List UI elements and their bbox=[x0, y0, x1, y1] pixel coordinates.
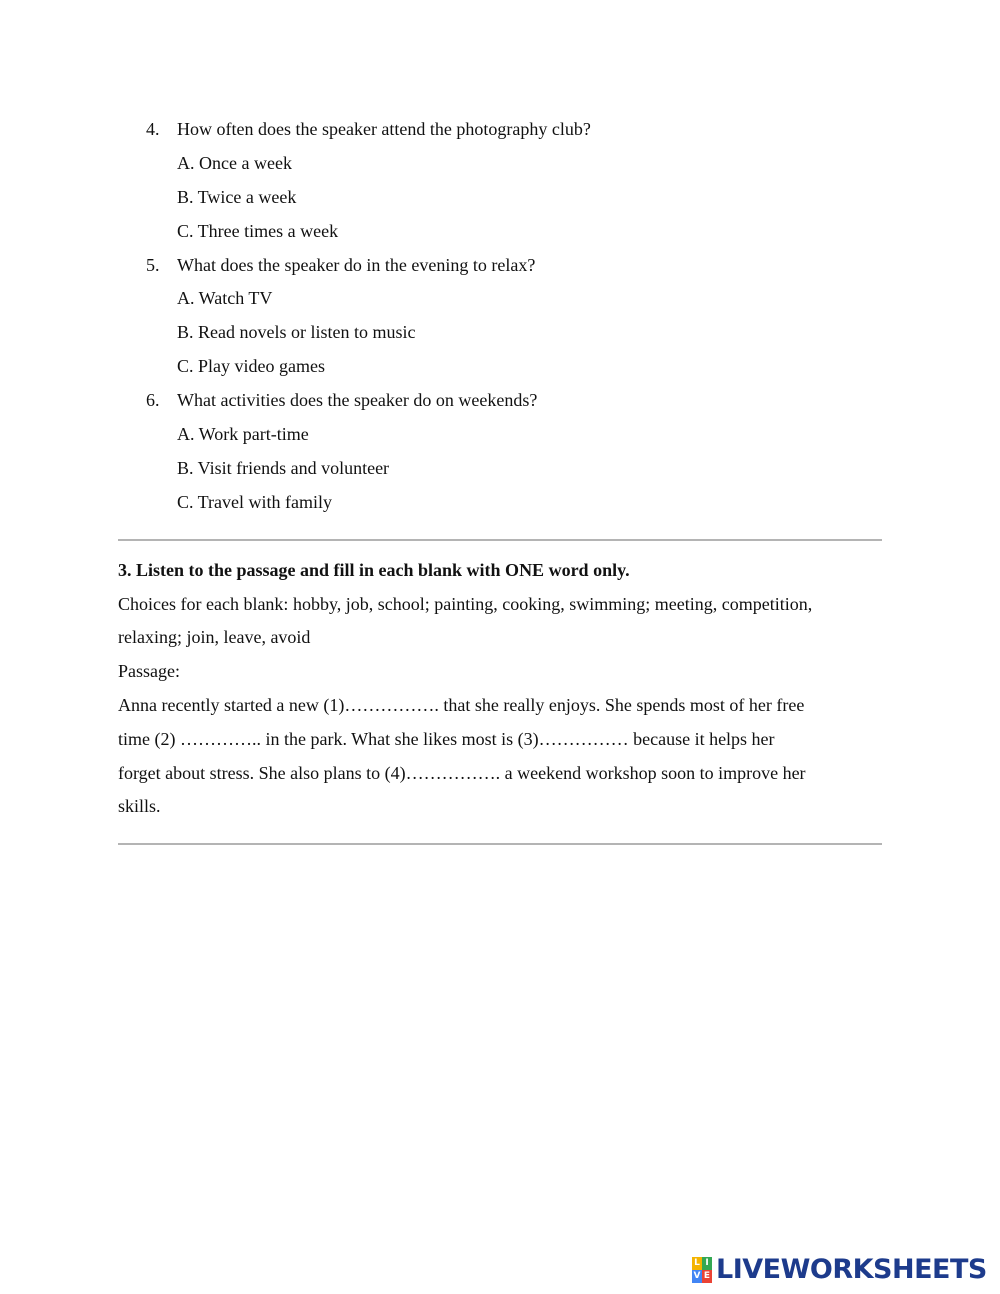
question-number: 4. bbox=[146, 119, 160, 139]
question-text: What activities does the speaker do on weekends? bbox=[177, 390, 538, 410]
option-c[interactable]: C. Travel with family bbox=[177, 492, 333, 512]
question-number: 6. bbox=[146, 390, 160, 410]
choices-line-1: Choices for each blank: hobby, job, school; painting, cooking, swimming; meeting, competition, bbox=[118, 594, 813, 614]
option-c[interactable]: C. Three times a week bbox=[177, 221, 339, 241]
question-number: 5. bbox=[146, 255, 160, 275]
liveworksheets-logo[interactable] bbox=[692, 1255, 987, 1285]
logo-mark-tile: I bbox=[702, 1257, 712, 1270]
logo-mark-tile: L bbox=[692, 1257, 702, 1270]
option-a[interactable]: A. Work part-time bbox=[177, 424, 309, 444]
option-c[interactable]: C. Play video games bbox=[177, 356, 325, 376]
divider bbox=[118, 843, 882, 845]
passage-line-2: time (2) ………….. in the park. What she likes most is (3)…………… because it helps her bbox=[118, 729, 775, 749]
option-a[interactable]: A. Once a week bbox=[177, 153, 292, 173]
logo-mark-icon bbox=[692, 1257, 712, 1283]
divider bbox=[118, 539, 882, 541]
passage-line-4: skills. bbox=[118, 796, 161, 816]
section-heading: 3. Listen to the passage and fill in each blank with ONE word only. bbox=[118, 560, 630, 580]
choices-line-2: relaxing; join, leave, avoid bbox=[118, 627, 311, 647]
option-a[interactable]: A. Watch TV bbox=[177, 288, 273, 308]
option-b[interactable]: B. Twice a week bbox=[177, 187, 297, 207]
question-text: How often does the speaker attend the photography club? bbox=[177, 119, 591, 139]
passage-line-3: forget about stress. She also plans to (4)……………. a weekend workshop soon to improve her bbox=[118, 763, 806, 783]
logo-mark-tile: V bbox=[693, 1271, 701, 1281]
passage-line-1: Anna recently started a new (1)……………. that she really enjoys. She spends most of her free bbox=[118, 695, 805, 715]
passage-label: Passage: bbox=[118, 661, 180, 681]
logo-text: LIVEWORKSHEETS bbox=[716, 1254, 987, 1285]
logo-mark-tile: E bbox=[703, 1271, 711, 1281]
question-text: What does the speaker do in the evening to relax? bbox=[177, 255, 536, 275]
option-b[interactable]: B. Visit friends and volunteer bbox=[177, 458, 390, 478]
option-b[interactable]: B. Read novels or listen to music bbox=[177, 322, 416, 342]
